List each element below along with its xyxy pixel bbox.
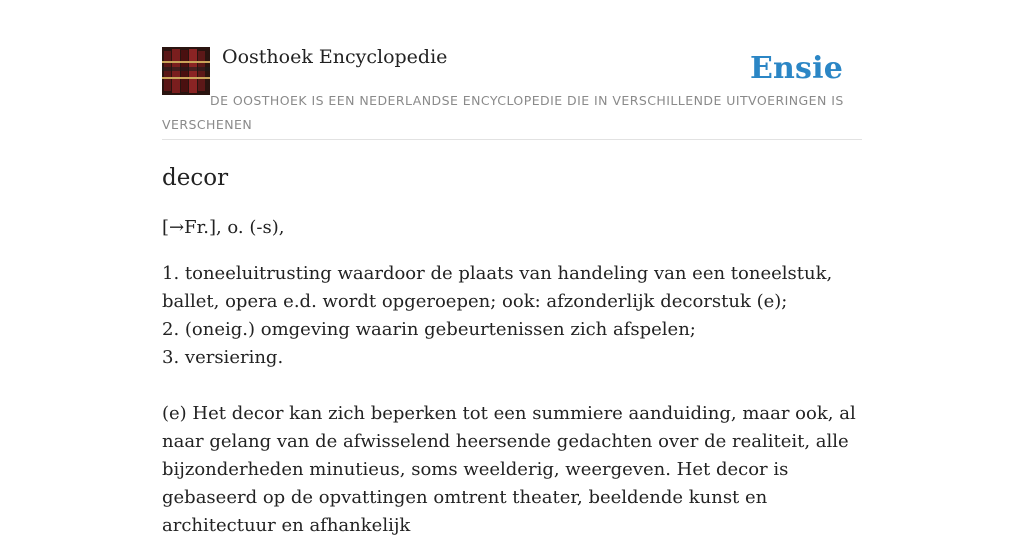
brand-logo[interactable]: Ensie [749, 51, 843, 86]
page-title: decor [162, 165, 229, 191]
etymology: [→Fr.], o. (-s), [162, 217, 285, 238]
site-header [162, 40, 862, 140]
definition-item: 2. (oneig.) omgeving waarin gebeurtenissen zich afspelen; [162, 319, 696, 340]
site-title[interactable]: Oosthoek Encyclopedie [222, 46, 448, 68]
definition-item: 3. versiering. [162, 347, 284, 368]
site-tagline: DE OOSTHOEK IS EEN NEDERLANDSE ENCYCLOPEDIE DIE IN VERSCHILLENDE UITVOERINGEN IS VERSCHENEN [162, 93, 844, 132]
encyclopedia-books-icon[interactable] [162, 47, 210, 95]
definition-list [162, 260, 868, 372]
article [162, 162, 868, 540]
article-remark: (e) Het decor kan zich beperken tot een summiere aanduiding, maar ook, al naar gelang van de afwisselend heersende gedachten over de realiteit, alle bijzonderheden minutieus, soms weelderig, weergeven. Het decor is gebaseerd op de opvattingen omtrent theater, beeldende kunst en architectuur en afhankelijk [162, 403, 856, 536]
definition-item: 1. toneeluitrusting waardoor de plaats van handeling van een toneelstuk, ballet, opera e.d. wordt opgeroepen; ook: afzonderlijk decorstuk (e); [162, 263, 833, 312]
